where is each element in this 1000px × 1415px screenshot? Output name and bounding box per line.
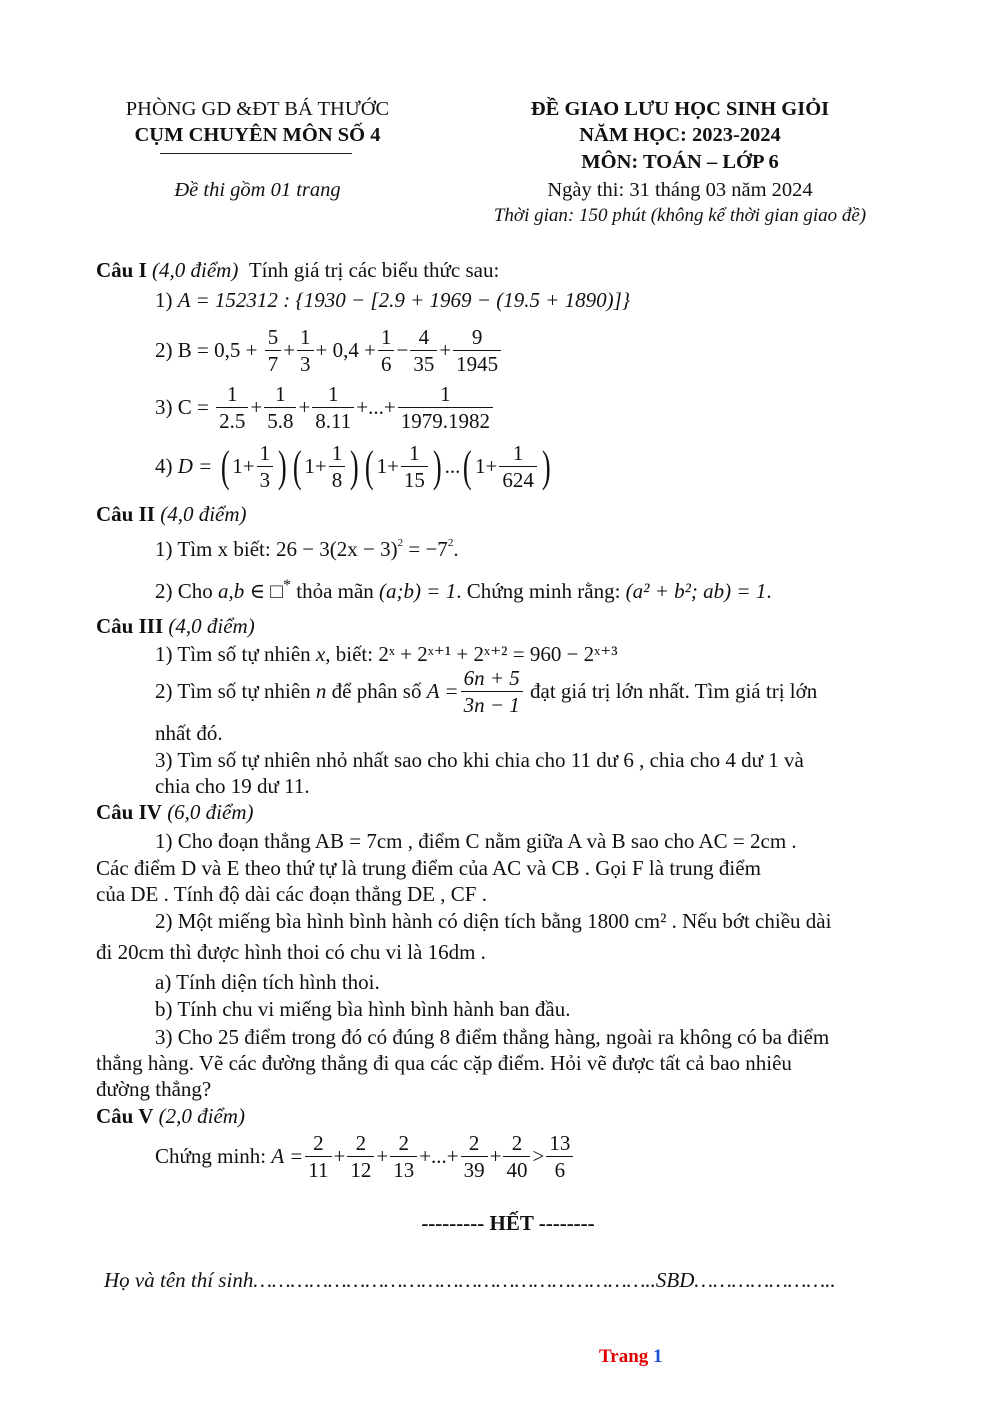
q1-part2: 2) B = 0,5 + $\frac{5}{7}$ + $\frac{1}{3}$ + 0,4 + $\frac{1}{6}$ − $\frac{4}{35}$ + $\frac{9}{1945}$ (155, 324, 503, 377)
q1-part3: 3) C = $\frac{1}{2.5}$ + $\frac{1}{5.8}$ + $\frac{1}{8.11}$ +...+ $\frac{1}{1979.1982}$ (155, 381, 495, 434)
q3-p2-text3: đạt giá trị lớn nhất. Tìm giá trị lớn (530, 679, 818, 703)
period: . (766, 579, 772, 603)
q4-part1-line2: Các điểm D và E theo thứ tự là trung điểm của AC và CB . Gọi F là trung điểm (96, 856, 761, 880)
q2-p2-text3: . Chứng minh rằng: (456, 579, 621, 603)
exponent: 2 (447, 537, 454, 549)
fraction: $\frac{9}{1945}$ (453, 324, 501, 377)
fraction: $\frac{1}{624}$ (499, 440, 537, 493)
q1-p3-lhs: C = (177, 395, 209, 419)
fraction: $\frac{1}{5.8}$ (264, 381, 296, 434)
q4-part3-line1: 3) Cho 25 điểm trong đó có đúng 8 điểm thẳng hàng, ngoài ra không có ba điểm (155, 1025, 830, 1049)
q3-part1 (155, 642, 618, 667)
q2-p2-text: 2) Cho (155, 579, 213, 603)
q5-gt: > (532, 1144, 545, 1168)
q5-points: (2,0 điểm) (158, 1104, 245, 1128)
q3-p2-var: n (315, 679, 327, 703)
q4-part3-line3: đường thẳng? (96, 1077, 212, 1101)
page-label: Trang (599, 1346, 649, 1367)
fraction: $\frac{1}{6}$ (378, 324, 395, 377)
q3-p1-text: 1) Tìm số tự nhiên (155, 642, 311, 666)
q2-p2-set: a,b ∈ □ (218, 579, 283, 603)
fraction: $\frac{5}{7}$ (265, 324, 282, 377)
fraction: $\frac{2}{13}$ (390, 1130, 417, 1183)
q1-part4: 4) D = ( 1+ $\frac{1}{3}$ ) ( 1+ $\frac{1}{8}$ ) ( 1+ $\frac{1}{15}$ ) ...( 1+ $\frac{1}{624}$ ) (155, 441, 551, 492)
end-mark-text: --------- HẾT -------- (421, 1211, 595, 1235)
q5-heading (96, 1104, 245, 1129)
q4-points: (6,0 điểm) (167, 800, 254, 824)
q1-part1 (155, 288, 630, 313)
page-footer (599, 1346, 663, 1368)
q2-points: (4,0 điểm) (160, 502, 247, 526)
fraction: $\frac{1}{8}$ (329, 440, 346, 493)
fraction: $\frac{2}{12}$ (347, 1130, 374, 1183)
q3-heading (96, 614, 255, 639)
fraction: $\frac{1}{3}$ (297, 324, 314, 377)
school-year: NĂM HỌC: 2023-2024 (579, 124, 781, 146)
school-cluster: CỤM CHUYÊN MÔN SỐ 4 (134, 124, 381, 146)
q1-points: (4,0 điểm) (152, 258, 239, 282)
q1-heading (96, 258, 499, 283)
q4-part2a: a) Tính diện tích hình thoi. (155, 970, 380, 994)
q4-part1-line1: 1) Cho đoạn thẳng AB = 7cm , điểm C nằm giữa A và B sao cho AC = 2cm . (155, 829, 797, 853)
q5-statement: Chứng minh: A = $\frac{2}{11}$ + $\frac{2}{12}$ + $\frac{2}{13}$ +...+ $\frac{2}{39}$ + $\frac{2}{40}$ > $\frac{13}{6}$ (155, 1130, 575, 1183)
q1-p1-label: 1) (155, 288, 173, 312)
q1-intro: Tính giá trị các biểu thức sau: (248, 258, 500, 282)
q2-title: Câu II (96, 502, 155, 526)
subject-title: MÔN: TOÁN – LỚP 6 (581, 151, 779, 173)
q4-part1-line3: của DE . Tính độ dài các đoạn thẳng DE , CF . (96, 882, 487, 906)
q3-p2-text: 2) Tìm số tự nhiên (155, 679, 311, 703)
q3-part3-line2: chia cho 19 dư 11. (155, 774, 310, 798)
q3-p2-lhs: A = (426, 679, 459, 703)
q2-p1-expression: 26 − 3(2x − 3) (275, 537, 398, 561)
fraction: $\frac{6n + 5}{3n - 1}$ (461, 665, 523, 718)
school-dept: PHÒNG GD &ĐT BÁ THƯỚC (125, 98, 390, 120)
star-superscript: * (282, 577, 291, 594)
q3-title: Câu III (96, 614, 164, 638)
q3-points: (4,0 điểm) (168, 614, 255, 638)
fraction: $\frac{13}{6}$ (546, 1130, 573, 1183)
q2-p1-text: 1) Tìm x biết: (155, 537, 271, 561)
candidate-info-line: Họ và tên thí sinh………………………………………………………..SBD………………….. (104, 1268, 836, 1292)
exam-date: Ngày thi: 31 tháng 03 năm 2024 (547, 179, 813, 201)
q2-part1 (155, 537, 459, 562)
fraction: $\frac{1}{2.5}$ (216, 381, 248, 434)
q1-p3-mid: +...+ (356, 395, 396, 419)
q1-title: Câu I (96, 258, 147, 282)
q4-part2-line2: đi 20cm thì được hình thoi có chu vi là 16dm . (96, 940, 486, 964)
q2-p2-condition: (a;b) = 1 (379, 579, 457, 603)
q5-mid: +...+ (419, 1144, 459, 1168)
fraction: $\frac{2}{11}$ (305, 1130, 331, 1183)
q1-p2-mid: + 0,4 + (315, 338, 376, 362)
q3-part2 (155, 665, 817, 718)
q2-p2-expression: (a² + b²; ab) = 1 (625, 579, 767, 603)
exam-title: ĐỀ GIAO LƯU HỌC SINH GIỎI (530, 98, 830, 120)
q1-p3-label: 3) (155, 395, 173, 419)
fraction: $\frac{1}{15}$ (401, 440, 428, 493)
q2-heading (96, 502, 247, 527)
header-underline (160, 153, 352, 154)
q3-p2-text2: để phân số (331, 679, 422, 703)
q4-heading (96, 800, 254, 825)
fraction: $\frac{1}{3}$ (257, 440, 274, 493)
q4-part2-line1: 2) Một miếng bìa hình bình hành có diện tích bằng 1800 cm² . Nếu bớt chiều dài (155, 909, 832, 933)
q1-p4-label: 4) (155, 454, 173, 478)
q2-p2-text2: thỏa mãn (296, 579, 374, 603)
exam-duration: Thời gian: 150 phút (không kể thời gian giao đề) (493, 205, 867, 226)
period: . (453, 537, 459, 561)
q1-p2-label: 2) (155, 338, 173, 362)
q3-part3-line1: 3) Tìm số tự nhiên nhỏ nhất sao cho khi chia cho 11 dư 6 , chia cho 4 dư 1 và (155, 748, 804, 772)
q3-p1-expression: 2ˣ + 2ˣ⁺¹ + 2ˣ⁺² = 960 − 2ˣ⁺³ (378, 642, 618, 666)
q5-title: Câu V (96, 1104, 154, 1128)
q5-text: Chứng minh: (155, 1144, 267, 1168)
fraction: $\frac{1}{8.11}$ (312, 381, 354, 434)
q2-part2 (155, 577, 772, 604)
q1-p4-lhs: D = (177, 454, 213, 478)
fraction: $\frac{2}{40}$ (503, 1130, 530, 1183)
q4-title: Câu IV (96, 800, 162, 824)
q2-p1-rhs: = −7 (403, 537, 448, 561)
page-count-note: Đề thi gồm 01 trang (174, 179, 341, 201)
q3-part2-cont: nhất đó. (155, 721, 223, 745)
q1-p1-expression: A = 152312 : {1930 − [2.9 + 1969 − (19.5 + 1890)]} (177, 288, 631, 312)
fraction: $\frac{2}{39}$ (461, 1130, 488, 1183)
page-number: 1 (653, 1346, 663, 1367)
q1-p2-lhs: B = 0,5 + (177, 338, 258, 362)
q3-p1-text2: , biết: (325, 642, 374, 666)
q3-p1-var: x (315, 642, 326, 666)
fraction: $\frac{1}{1979.1982}$ (398, 381, 493, 434)
q5-lhs: A = (271, 1144, 304, 1168)
fraction: $\frac{4}{35}$ (410, 324, 437, 377)
exponent: 2 (397, 537, 404, 549)
q4-part2b: b) Tính chu vi miếng bìa hình bình hành ban đầu. (155, 997, 571, 1021)
end-mark (0, 1211, 1000, 1236)
q4-part3-line2: thẳng hàng. Vẽ các đường thẳng đi qua các cặp điểm. Hỏi vẽ được tất cả bao nhiêu (96, 1051, 792, 1075)
